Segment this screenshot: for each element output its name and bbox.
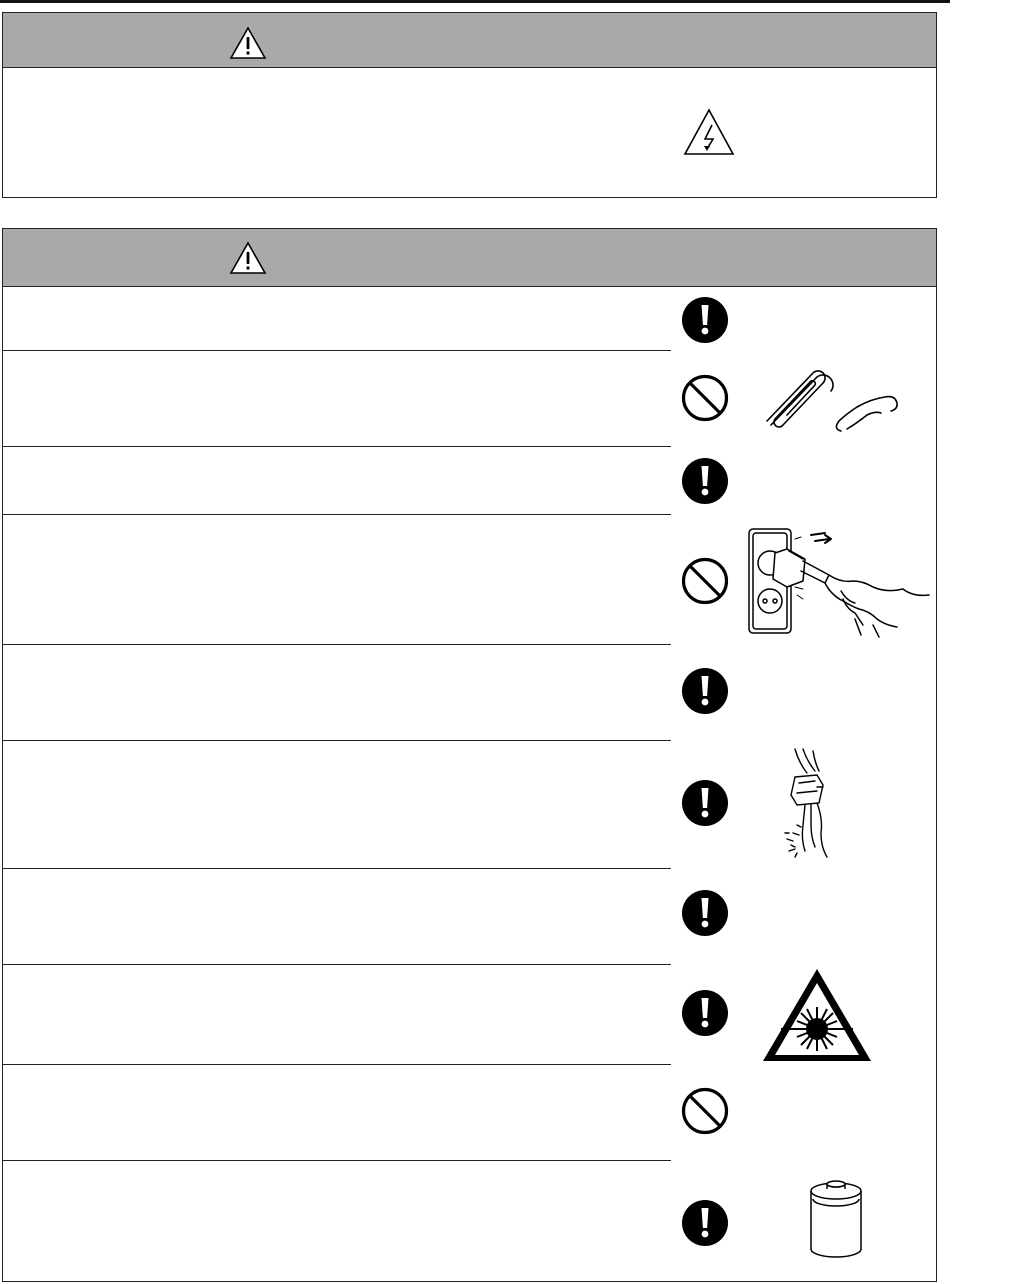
caution-box <box>2 228 937 1282</box>
row-divider <box>3 1064 671 1065</box>
row-divider <box>3 446 671 447</box>
damaged-cable-illustration <box>781 747 841 865</box>
warning-triangle-icon <box>229 26 267 60</box>
row-divider <box>3 350 671 351</box>
page-top-rule <box>0 0 950 3</box>
prohibition-icon <box>681 374 729 422</box>
warning-triangle-icon <box>229 241 267 275</box>
row-divider <box>3 514 671 515</box>
mandatory-action-icon <box>681 989 729 1037</box>
battery-illustration <box>807 1177 865 1259</box>
caution-box-header <box>3 229 936 287</box>
warning-box-header <box>3 13 936 68</box>
mandatory-action-icon <box>681 779 729 827</box>
paper-clips-illustration <box>761 359 911 437</box>
mandatory-action-icon <box>681 667 729 715</box>
row-divider <box>3 740 671 741</box>
mandatory-action-icon <box>681 457 729 505</box>
mandatory-action-icon <box>681 889 729 937</box>
mandatory-action-icon <box>681 296 729 344</box>
row-divider <box>3 964 671 965</box>
unplugging-power-cord-illustration <box>745 521 935 641</box>
row-divider <box>3 644 671 645</box>
row-divider <box>3 868 671 869</box>
row-divider <box>3 1160 671 1161</box>
laser-warning-label-illustration <box>761 967 873 1063</box>
prohibition-icon <box>681 1087 729 1135</box>
mandatory-action-icon <box>681 1199 729 1247</box>
warning-box <box>2 12 937 198</box>
electric-shock-warning-icon <box>683 108 735 156</box>
prohibition-icon <box>681 557 729 605</box>
